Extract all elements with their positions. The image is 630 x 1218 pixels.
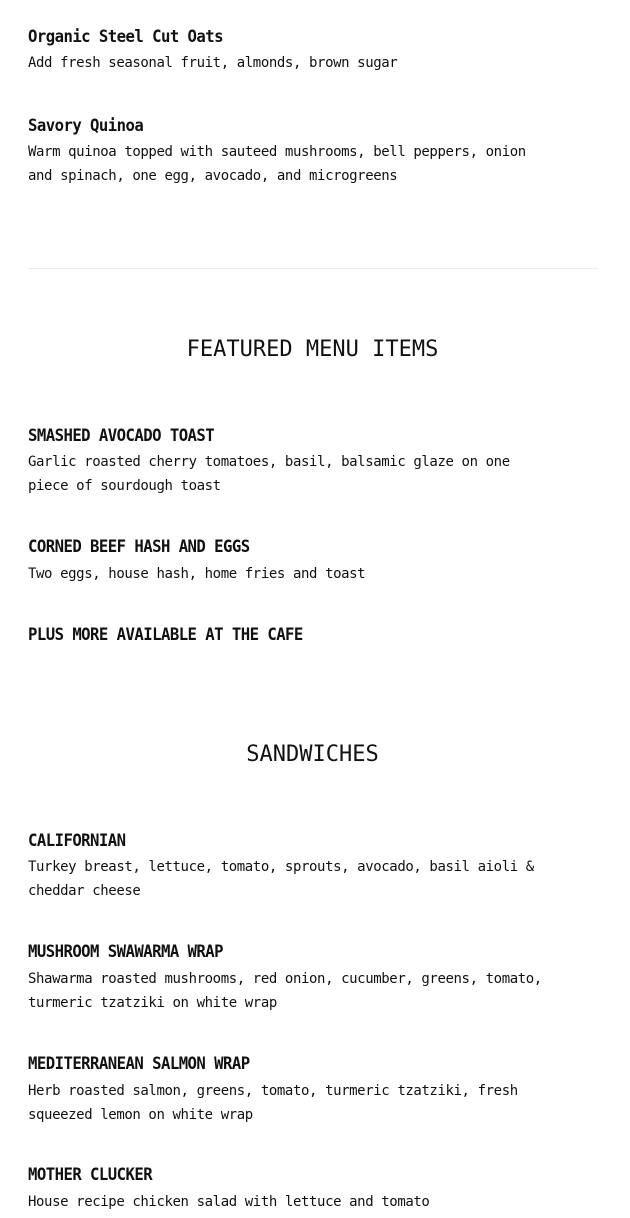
menu-item-savory-quinoa <box>28 115 588 188</box>
section-title-sandwiches: SANDWICHES <box>246 742 379 767</box>
menu-item-smashed-avocado-toast <box>28 425 588 498</box>
menu-item-name: SMASHED AVOCADO TOAST <box>28 426 215 446</box>
menu-item-mediterranean-salmon-wrap <box>28 1053 588 1127</box>
menu-item-name: Organic Steel Cut Oats <box>28 27 224 47</box>
menu-item-name: Savory Quinoa <box>28 116 144 136</box>
menu-item-name: MEDITERRANEAN SALMON WRAP <box>28 1054 250 1074</box>
menu-item-name: MUSHROOM SWAWARMA WRAP <box>28 942 224 962</box>
menu-item-description: Garlic roasted cherry tomatoes, basil, balsamic glaze on one piece of sourdough toast <box>28 454 510 494</box>
menu-item-mother-clucker <box>28 1164 588 1214</box>
section-divider <box>28 268 598 269</box>
menu-item-description: Add fresh seasonal fruit, almonds, brown sugar <box>28 55 398 71</box>
more-at-cafe-note: PLUS MORE AVAILABLE AT THE CAFE <box>28 625 303 645</box>
menu-item-corned-beef-hash <box>28 536 588 586</box>
menu-item-californian <box>28 830 588 903</box>
menu-item-name: CALIFORNIAN <box>28 831 126 851</box>
menu-item-description: Warm quinoa topped with sauteed mushrooms, bell peppers, onion and spinach, one egg, avocado, and microgreens <box>28 144 526 184</box>
section-title-featured: FEATURED MENU ITEMS <box>186 337 439 362</box>
menu-item-description: Herb roasted salmon, greens, tomato, turmeric tzatziki, fresh squeezed lemon on white wrap <box>28 1083 518 1123</box>
menu-item-name: MOTHER CLUCKER <box>28 1165 153 1185</box>
menu-item-name: CORNED BEEF HASH AND EGGS <box>28 537 250 557</box>
menu-item-description: Turkey breast, lettuce, tomato, sprouts, avocado, basil aioli & cheddar cheese <box>28 859 534 899</box>
menu-item-organic-steel-cut-oats <box>28 26 588 75</box>
menu-item-description: House recipe chicken salad with lettuce and tomato <box>28 1194 430 1210</box>
menu-item-description: Two eggs, house hash, home fries and toast <box>28 566 366 582</box>
menu-item-mushroom-shawarma-wrap <box>28 941 588 1015</box>
menu-item-description: Shawarma roasted mushrooms, red onion, cucumber, greens, tomato, turmeric tzatziki on white wrap <box>28 971 542 1011</box>
